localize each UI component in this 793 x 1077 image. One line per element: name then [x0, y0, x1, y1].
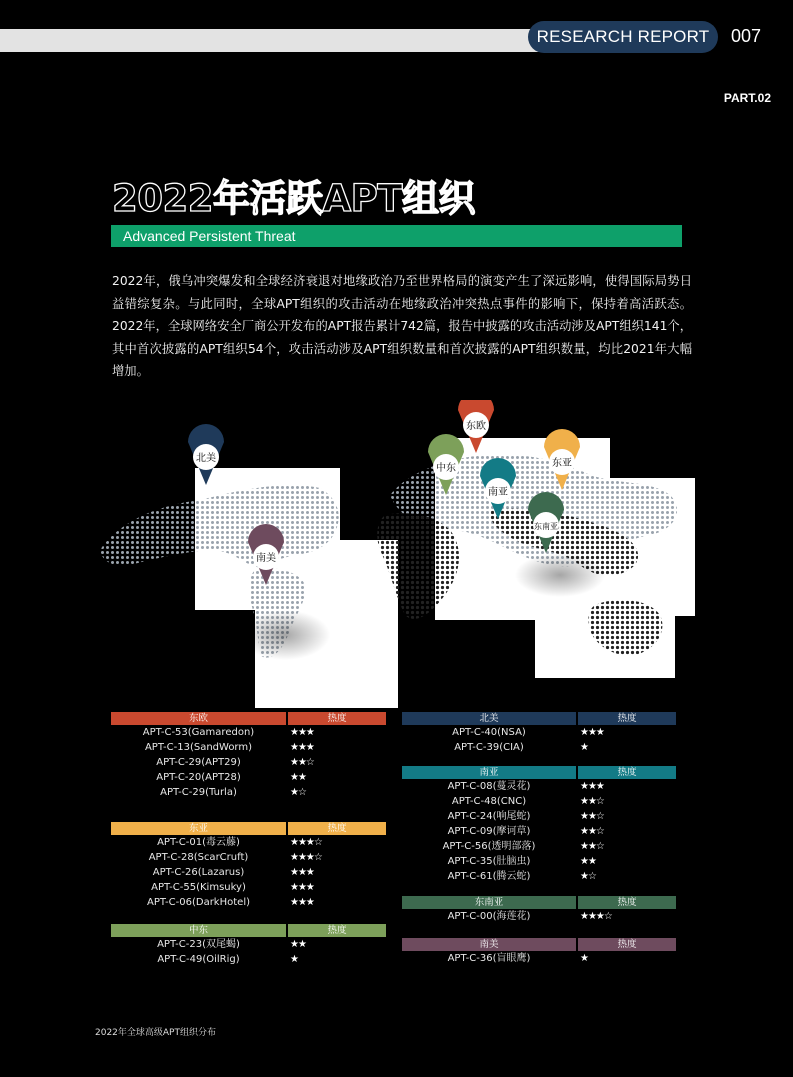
- footer-caption: 2022年全球高级APT组织分布: [95, 1028, 216, 1038]
- table-header: [111, 712, 388, 725]
- heat-header: 热度: [288, 822, 386, 835]
- table-row: [111, 865, 388, 880]
- heat-stars: ★★★: [580, 781, 604, 792]
- region-header: 北美: [402, 712, 576, 725]
- table-row: [402, 779, 678, 794]
- pin-label: 北美: [196, 453, 216, 464]
- apt-group-name: APT-C-26(Lazarus): [152, 867, 245, 878]
- region-header: 中东: [111, 924, 286, 937]
- table-row: [111, 755, 388, 770]
- pin-label: 南亚: [488, 487, 508, 498]
- heat-header: 热度: [578, 766, 676, 779]
- apt-group-name: APT-C-40(NSA): [452, 727, 526, 738]
- heat-header: 热度: [288, 924, 386, 937]
- region-header: 东亚: [111, 822, 286, 835]
- heat-stars: ★★☆: [580, 826, 604, 837]
- table-row: [111, 952, 388, 967]
- table-row: [402, 854, 678, 869]
- table-row: [111, 740, 388, 755]
- apt-group-name: APT-C-29(APT29): [156, 757, 241, 768]
- table-row: [111, 850, 388, 865]
- table-southeast-asia: [402, 896, 678, 924]
- page-number: 007: [731, 26, 762, 46]
- table-row: [402, 809, 678, 824]
- table-north-america: [402, 712, 678, 755]
- apt-group-name: APT-C-00(海莲花): [447, 911, 531, 922]
- pin-label: 东亚: [552, 458, 572, 469]
- heat-header: 热度: [578, 938, 676, 951]
- heat-header: 热度: [578, 896, 676, 909]
- page-title: 2022年活跃APT组织: [112, 177, 475, 220]
- heat-stars: ★★★☆: [580, 911, 612, 922]
- apt-group-name: APT-C-28(ScarCruft): [148, 852, 249, 863]
- apt-group-name: APT-C-48(CNC): [451, 796, 527, 807]
- pin-label: 南美: [256, 553, 276, 564]
- table-row: [111, 835, 388, 850]
- pin-label: 东欧: [466, 421, 486, 432]
- apt-group-name: APT-C-01(毒云藤): [157, 837, 240, 848]
- table-row: [402, 740, 678, 755]
- apt-group-name: APT-C-35(肚脑虫): [447, 856, 531, 867]
- heat-stars: ★☆: [290, 787, 306, 798]
- heat-stars: ★★☆: [580, 811, 604, 822]
- pin-label: 东南亚: [534, 522, 558, 531]
- apt-group-name: APT-C-49(OilRig): [157, 954, 240, 965]
- apt-group-name: APT-C-08(蔓灵花): [447, 781, 531, 792]
- apt-group-name: APT-C-29(Turla): [160, 787, 237, 798]
- part-label: PART.02: [723, 91, 771, 105]
- heat-stars: ★★★: [290, 897, 314, 908]
- table-middle-east: [111, 924, 388, 967]
- table-header: [402, 712, 678, 725]
- table-header: [402, 766, 678, 779]
- heat-stars: ★★☆: [290, 757, 314, 768]
- world-map: [90, 400, 705, 710]
- heat-stars: ★★★: [580, 727, 604, 738]
- table-header: [111, 822, 388, 835]
- apt-group-name: APT-C-55(Kimsuky): [151, 882, 246, 893]
- heat-stars: ★★★: [290, 742, 314, 753]
- table-row: [402, 839, 678, 854]
- heat-stars: ★★★☆: [290, 837, 322, 848]
- heat-stars: ★: [580, 953, 588, 964]
- apt-group-name: APT-C-56(透明部落): [442, 841, 536, 852]
- table-row: [111, 895, 388, 910]
- table-header: [402, 896, 678, 909]
- region-header: 东南亚: [402, 896, 576, 909]
- heat-stars: ★: [290, 954, 298, 965]
- heat-stars: ★★: [290, 772, 306, 783]
- table-row: [402, 869, 678, 884]
- heat-stars: ★★: [290, 939, 306, 950]
- apt-group-name: APT-C-53(Gamaredon): [142, 727, 255, 738]
- apt-group-name: APT-C-61(腾云蛇): [447, 871, 531, 882]
- heat-header: 热度: [578, 712, 676, 725]
- apt-group-name: APT-C-36(盲眼鹰): [447, 953, 531, 964]
- table-south-america: [402, 938, 678, 966]
- table-east-asia: [111, 822, 388, 910]
- apt-group-name: APT-C-06(DarkHotel): [146, 897, 250, 908]
- region-header: 南美: [402, 938, 576, 951]
- heat-stars: ★★★: [290, 727, 314, 738]
- table-row: [111, 880, 388, 895]
- table-row: [402, 951, 678, 966]
- table-header: [402, 938, 678, 951]
- heat-header: 热度: [288, 712, 386, 725]
- heat-stars: ★: [580, 742, 588, 753]
- table-south-asia: [402, 766, 678, 884]
- table-row: [402, 824, 678, 839]
- report-label-badge: RESEARCH REPORT: [528, 21, 718, 53]
- table-east-europe: [111, 712, 388, 800]
- heat-stars: ★★★: [290, 867, 314, 878]
- table-row: [402, 909, 678, 924]
- table-row: [111, 770, 388, 785]
- heat-stars: ★★☆: [580, 841, 604, 852]
- table-row: [402, 794, 678, 809]
- table-header: [111, 924, 388, 937]
- top-bar: [0, 29, 560, 52]
- apt-group-name: APT-C-20(APT28): [156, 772, 241, 783]
- table-row: [111, 725, 388, 740]
- apt-group-name: APT-C-23(双尾蝎): [157, 939, 240, 950]
- table-row: [111, 785, 388, 800]
- heat-stars: ★☆: [580, 871, 596, 882]
- apt-group-name: APT-C-09(摩诃草): [447, 826, 531, 837]
- apt-group-name: APT-C-39(CIA): [454, 742, 524, 753]
- heat-stars: ★★★☆: [290, 852, 322, 863]
- apt-group-name: APT-C-13(SandWorm): [144, 742, 253, 753]
- heat-stars: ★★★: [290, 882, 314, 893]
- apt-group-name: APT-C-24(响尾蛇): [447, 811, 531, 822]
- subtitle-bar: Advanced Persistent Threat: [111, 225, 682, 247]
- table-row: [111, 937, 388, 952]
- region-header: 东欧: [111, 712, 286, 725]
- table-row: [402, 725, 678, 740]
- pin-label: 中东: [436, 463, 456, 474]
- heat-stars: ★★: [580, 856, 596, 867]
- region-header: 南亚: [402, 766, 576, 779]
- heat-stars: ★★☆: [580, 796, 604, 807]
- intro-paragraph: 2022年，俄乌冲突爆发和全球经济衰退对地缘政治乃至世界格局的演变产生了深远影响，使得国际局势日益错综复杂。与此同时，全球APT组织的攻击活动在地缘政治冲突热点事件的影响下，保持着高活跃态。2022年，全球网络安全厂商公开发布的APT报告累计742篇，报告中披露的攻击活动涉及APT组织141个，其中首次披露的APT组织54个，攻击活动涉及APT组织数量和首次披露的APT组织数量，均比2021年大幅增加。: [112, 274, 692, 378]
